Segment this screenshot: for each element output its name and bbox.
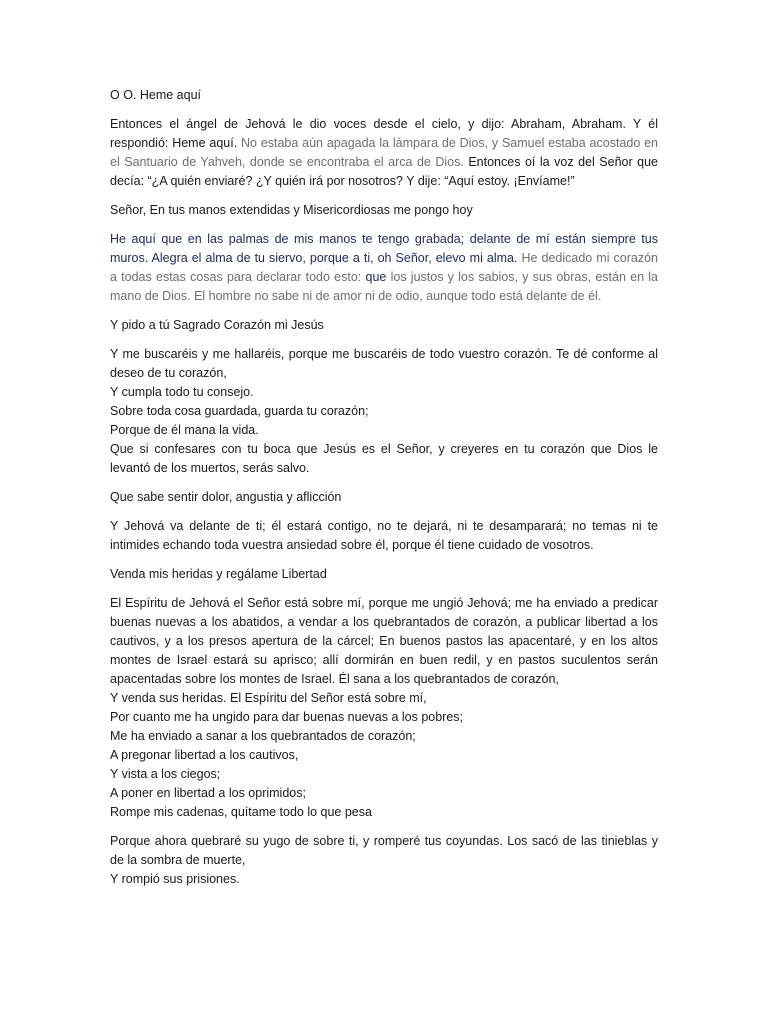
text-line: El Espíritu de Jehová el Señor está sobre mí, porque me ungió Jehová; me ha enviado a predicar buenas nuevas a los abatidos, a vendar a los quebrantados de corazón, a publicar libertad a los cautivos, y a los presos apertura de la cárcel; En buenos pastos las apacentaré, y en los altos montes de Israel estará su aprisco; allí dormirán en buen redil, y en pastos suculentos serán apacentadas sobre los montes de Israel. Él sana a los quebrantados de corazón, bbox=[110, 596, 658, 686]
heading-heme-aqui: O O. Heme aquí bbox=[110, 88, 202, 102]
heading-sagrado-corazon: Y pido a tú Sagrado Corazón mi Jesús bbox=[110, 318, 324, 332]
text-line: Sobre toda cosa guardada, guarda tu corazón; bbox=[110, 404, 369, 418]
paragraph-abraham bbox=[110, 115, 658, 191]
text-line: Porque de él mana la vida. bbox=[110, 423, 259, 437]
paragraph-espiritu bbox=[110, 594, 658, 822]
text-segment-gray: No estaba aún apagada la lámpara de Dios, y Samuel estaba acostado en el Santuario de Yahveh, donde se encontraba el arca de Dios. bbox=[110, 136, 658, 169]
text-line: A pregonar libertad a los cautivos, bbox=[110, 748, 299, 762]
heading-manos-extendidas: Señor, En tus manos extendidas y Misericordiosas me pongo hoy bbox=[110, 203, 473, 217]
paragraph-jehova-delante: Y Jehová va delante de ti; él estará contigo, no te dejará, ni te desamparará; no temas ni te intimides echando toda vuestra ansiedad sobre él, porque él tiene cuidado de vosotros. bbox=[110, 519, 658, 552]
text-line: Y rompió sus prisiones. bbox=[110, 872, 240, 886]
text-segment-navy: que bbox=[365, 270, 387, 284]
text-line: Porque ahora quebraré su yugo de sobre ti, y romperé tus coyundas. Los sacó de las tinieblas y de la sombra de muerte, bbox=[110, 834, 658, 867]
paragraph-yugo bbox=[110, 832, 658, 889]
paragraph-palmas bbox=[110, 230, 658, 306]
text-segment: Entonces oí la voz del Señor que decía: “¿A quién enviaré? ¿Y quién irá por nosotros? Y dije: “Aquí estoy. ¡Envíame!” bbox=[110, 155, 658, 188]
text-segment-navy: He aquí que en las palmas de mis manos te tengo grabada; delante de mí están siempre tus muros. Alegra el alma de tu siervo, porque a ti, oh Señor, elevo mi alma. bbox=[110, 232, 658, 265]
heading-dolor: Que sabe sentir dolor, angustia y aflicción bbox=[110, 490, 342, 504]
text-line: Que si confesares con tu boca que Jesús es el Señor, y creyeres en tu corazón que Dios le levantó de los muertos, serás salvo. bbox=[110, 442, 658, 475]
heading-libertad: Venda mis heridas y regálame Libertad bbox=[110, 567, 327, 581]
text-line: Y cumpla todo tu consejo. bbox=[110, 385, 254, 399]
text-line: A poner en libertad a los oprimidos; bbox=[110, 786, 306, 800]
text-line: Rompe mis cadenas, quítame todo lo que pesa bbox=[110, 805, 372, 819]
text-line: Y vista a los ciegos; bbox=[110, 767, 221, 781]
text-line: Me ha enviado a sanar a los quebrantados de corazón; bbox=[110, 729, 416, 743]
paragraph-buscareis bbox=[110, 345, 658, 478]
text-line: Por cuanto me ha ungido para dar buenas nuevas a los pobres; bbox=[110, 710, 464, 724]
text-segment-gray: los justos y los sabios, y sus obras, están en la mano de Dios. El hombre no sabe ni de amor ni de odio, aunque todo está delante de él. bbox=[110, 270, 658, 303]
text-line: Y venda sus heridas. El Espíritu del Señor está sobre mí, bbox=[110, 691, 427, 705]
text-line: Y me buscaréis y me hallaréis, porque me buscaréis de todo vuestro corazón. Te dé conforme al deseo de tu corazón, bbox=[110, 347, 658, 380]
text-segment: Entonces el ángel de Jehová le dio voces desde el cielo, y dijo: Abraham, Abraham. Y él respondió: Heme aquí. bbox=[110, 117, 658, 150]
text-segment-gray: He dedicado mi corazón a todas estas cosas para declarar todo esto: bbox=[110, 251, 658, 284]
